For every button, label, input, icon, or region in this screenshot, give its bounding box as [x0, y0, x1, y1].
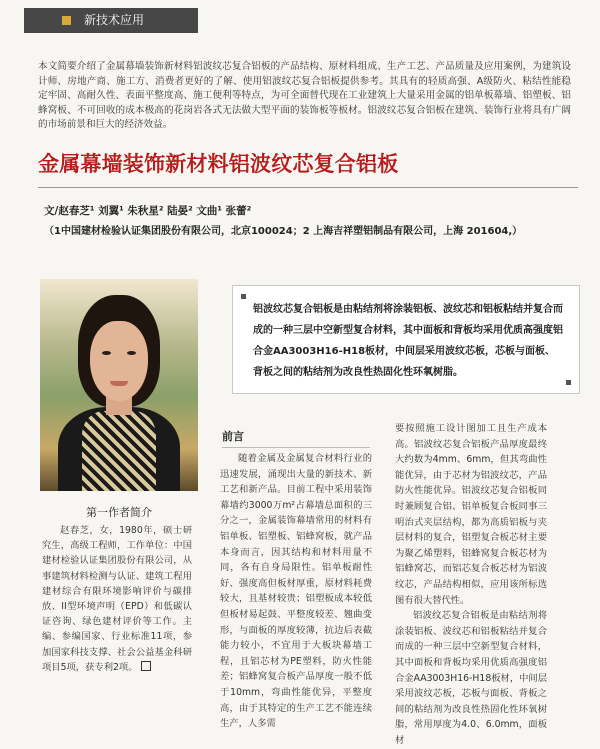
- summary-box: [232, 285, 580, 394]
- section-tag-label: 新技术应用: [84, 13, 145, 27]
- title-divider: [38, 187, 578, 188]
- preface-heading: 前言: [222, 430, 244, 443]
- body-column-1: 随着金属及金属复合材料行业的迅速发展，涌现出大量的新技术、新工艺和新产品。目前工程中采用装饰幕墙约3000万m²占幕墙总面积的三分之一，金属装饰幕墙常用的材料有铝单板、铝塑板、铝蜂窝板，就产品本身而言，因其结构和材料用量不同，各有自身局限性。铝单板耐性好、强度高但板材厚重，原材料耗费较大，且基材较贵；铝塑板成本较低但板材易起鼓、平整度较差、翘曲变形，与面板的厚度较薄，抗边后表截能力较小，不宜用于大板块幕墙工程，且铝芯材为PE塑料，防火性能差；铝蜂窝复合板产品厚度一般不低于10mm，弯曲性能优异，平整度高，由于其特定的生产工艺不能连续生产，人多需: [220, 453, 372, 730]
- end-mark-icon: [141, 661, 151, 671]
- photo-mouth: [110, 381, 128, 386]
- abstract: 本文简要介绍了金属幕墙装饰新材料铝波纹芯复合铝板的产品结构、原材料组成、生产工艺、产品质量及应用案例，为建筑设计师、房地产商、施工方、消费者更好的了解、使用铝波纹芯复合铝板提供参考。其具有的轻质高强、A级防火、粘结性能稳定牢固、高耐久性、表面平整度高、施工便利等特点，为可全面替代现在工业建筑上大量采用金属的铝单板幕墙、铝塑板、铝蜂窝板、不可回收的成本极高的花岗岩各式无法做大型平面的装饰板等板材。铝波纹芯复合铝板在建筑、装饰行业将具有广阔的市场前景和巨大的经济效益。: [38, 61, 571, 131]
- author-photo: [40, 279, 198, 491]
- affiliation: （1中国建材检验认证集团股份有限公司，北京100024；2 上海吉祥塑铝制品有限公司，上海 201604,）: [44, 226, 523, 237]
- section-tag: [24, 8, 198, 33]
- section-tag-marker: [62, 16, 71, 25]
- authors: 文/赵春芝¹ 刘翼¹ 朱秋星² 陆晏² 文曲¹ 张蕾²: [44, 205, 252, 217]
- bio-heading: 第一作者简介: [86, 506, 152, 519]
- preface-divider: [222, 447, 370, 448]
- bio-text-block: [42, 523, 192, 675]
- photo-sweater-pattern: [82, 411, 156, 491]
- bio-text: 赵春芝，女，1980年，硕士研究生，高级工程师，工作单位：中国建材检验认证集团股份有限公司，从事建筑材料检测与认证、建筑工程用建材综合有限环境影响评价与碳排放、II型环境声明（EPD）和低碳认证咨询、绿色建材评价等工作。主编、参编国家、行业标准11项，参加国家科技支撑、社会公益基金科研项目5项，获专利2项。: [42, 525, 192, 673]
- photo-eye-left: [102, 351, 111, 355]
- article-title: 金属幕墙装饰新材料铝波纹芯复合铝板: [38, 152, 399, 176]
- photo-face: [90, 321, 148, 401]
- body-column-2-para-1: 要按照施工设计图加工且生产成本高。铝波纹芯复合铝板产品厚度最终大约数为4mm、6mm，但其弯曲性能优异，由于芯材为铝波纹芯，产品防火性能优异。铝波纹芯复合铝板同时兼顾复合铝、铝单板复合板同事三明治式夹层结构，都为高质铝板与夹层材料的复合，铝塑复合板芯材主要为聚乙烯塑料，铝蜂窝复合板芯材为铝蜂窝芯，而铝芯复合板芯材为铝波纹芯，产品结构相似，应用该所标选图有很大替代性。: [395, 423, 547, 606]
- photo-eye-right: [127, 351, 136, 355]
- summary-text: 铝波纹芯复合铝板是由粘结剂将涂装铝板、波纹芯和铝板粘结并复合而成的一种三层中空新型复合材料，其中面板和背板均采用优质高强度铝合金AA3003H16-H18板材，中间层采用波纹芯板，芯板与面板、背板之间的粘结剂为改良性热固化性环氧树脂。: [253, 304, 563, 378]
- body-column-2: [395, 421, 547, 748]
- body-column-2-para-2: 铝波纹芯复合铝板是由粘结剂将涂装铝板、波纹芯和铝板粘结并复合而成的一种三层中空新型复合材料，其中面板和背板均采用优质高强度铝合金AA3003H16-H18板材，中间层采用波纹芯板，芯板与面板、背板之间的粘结剂为改良性热固化性环氧树脂，常用厚度为4.0、6.0mm，面板材: [395, 610, 548, 746]
